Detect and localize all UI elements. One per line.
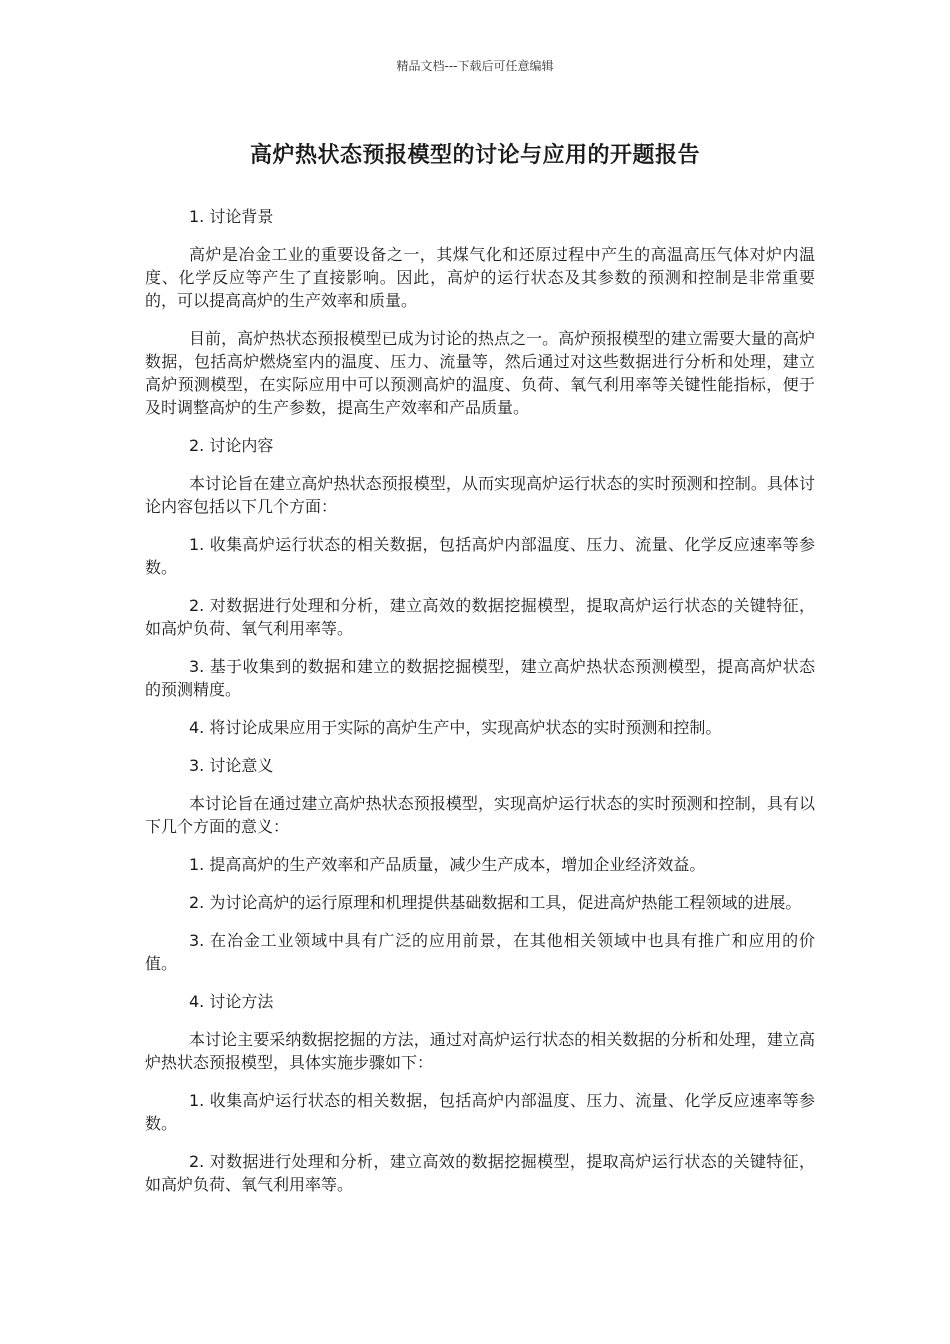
document-title: 高炉热状态预报模型的讨论与应用的开题报告 xyxy=(249,143,700,168)
paragraph: 本讨论旨在建立高炉热状态预报模型，从而实现高炉运行状态的实时预测和控制。具体讨论内容包括以下几个方面： xyxy=(145,474,815,516)
paragraph: 本讨论旨在通过建立高炉热状态预报模型，实现高炉运行状态的实时预测和控制，具有以下几个方面的意义： xyxy=(145,794,815,836)
list-item: 2. 为讨论高炉的运行原理和机理提供基础数据和工具，促进高炉热能工程领域的进展。 xyxy=(189,893,802,912)
list-item: 1. 收集高炉运行状态的相关数据，包括高炉内部温度、压力、流量、化学反应速率等参数。 xyxy=(145,535,815,577)
list-item: 3. 在冶金工业领域中具有广泛的应用前景，在其他相关领域中也具有推广和应用的价值。 xyxy=(145,931,815,973)
list-item: 2. 对数据进行处理和分析，建立高效的数据挖掘模型，提取高炉运行状态的关键特征，如高炉负荷、氧气利用率等。 xyxy=(145,596,815,638)
section-heading-significance: 3. 讨论意义 xyxy=(189,756,274,775)
paragraph: 本讨论主要采纳数据挖掘的方法，通过对高炉运行状态的相关数据的分析和处理，建立高炉热状态预报模型，具体实施步骤如下： xyxy=(145,1030,815,1072)
list-item: 1. 提高高炉的生产效率和产品质量，减少生产成本，增加企业经济效益。 xyxy=(189,855,706,874)
list-item: 4. 将讨论成果应用于实际的高炉生产中，实现高炉状态的实时预测和控制。 xyxy=(189,718,722,737)
page-header: 精品文档---下载后可任意编辑 xyxy=(396,59,554,73)
document-body xyxy=(145,205,815,1196)
section-heading-background: 1. 讨论背景 xyxy=(189,207,274,226)
section-heading-method: 4. 讨论方法 xyxy=(189,992,274,1011)
list-item: 1. 收集高炉运行状态的相关数据，包括高炉内部温度、压力、流量、化学反应速率等参数。 xyxy=(145,1091,815,1133)
list-item: 2. 对数据进行处理和分析，建立高效的数据挖掘模型，提取高炉运行状态的关键特征，如高炉负荷、氧气利用率等。 xyxy=(145,1152,815,1194)
list-item: 3. 基于收集到的数据和建立的数据挖掘模型，建立高炉热状态预测模型，提高高炉状态的预测精度。 xyxy=(145,657,815,699)
section-heading-content: 2. 讨论内容 xyxy=(189,436,274,455)
paragraph: 高炉是冶金工业的重要设备之一，其煤气化和还原过程中产生的高温高压气体对炉内温度、化学反应等产生了直接影响。因此，高炉的运行状态及其参数的预测和控制是非常重要的，可以提高高炉的生产效率和质量。 xyxy=(145,245,815,310)
paragraph: 目前，高炉热状态预报模型已成为讨论的热点之一。高炉预报模型的建立需要大量的高炉数据，包括高炉燃烧室内的温度、压力、流量等，然后通过对这些数据进行分析和处理，建立高炉预测模型，在实际应用中可以预测高炉的温度、负荷、氧气利用率等关键性能指标，便于及时调整高炉的生产参数，提高生产效率和产品质量。 xyxy=(145,329,815,417)
